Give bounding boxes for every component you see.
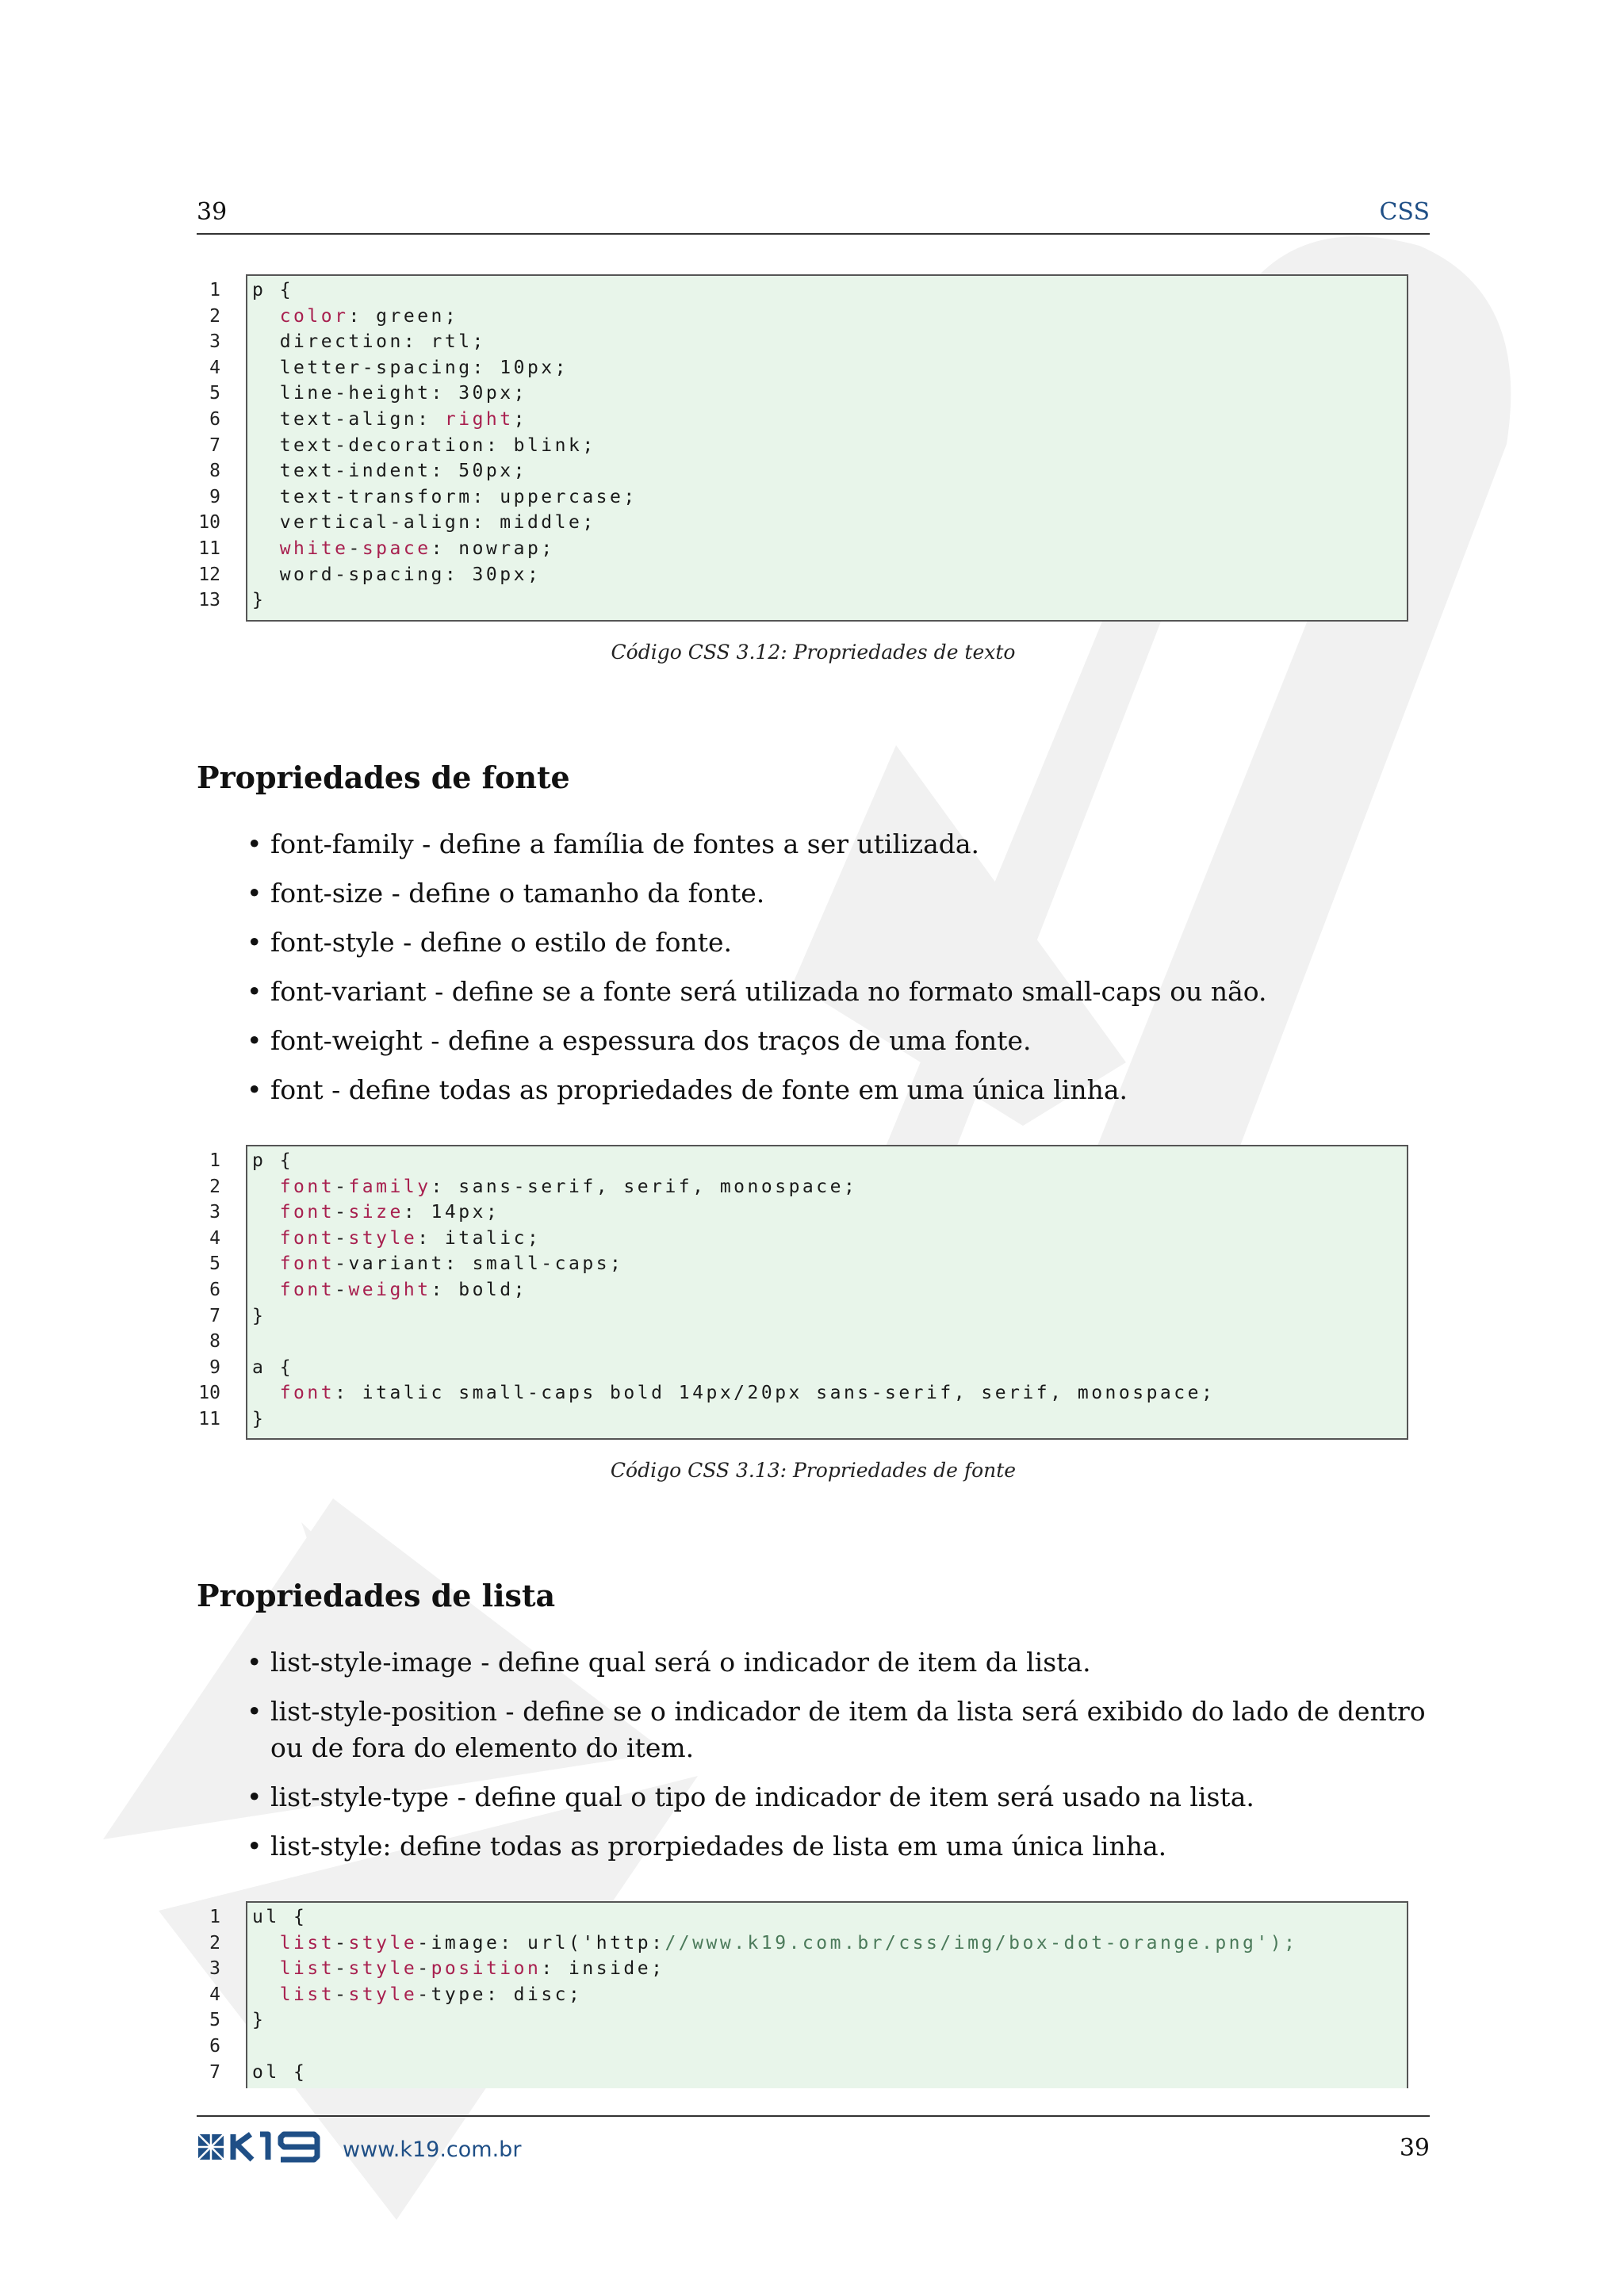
line-number: 4 [209, 1984, 220, 2005]
line-number: 11 [198, 1408, 220, 1429]
section-title-list: Propriedades de lista [197, 1578, 556, 1613]
footer-website: www.k19.com.br [343, 2137, 522, 2162]
line-number: 10 [198, 1383, 220, 1404]
line-number: 9 [209, 1357, 220, 1378]
line-number: 5 [209, 1253, 220, 1275]
footer-page-number: 39 [1399, 2134, 1430, 2162]
bullet: • [247, 828, 262, 859]
code-keyword: position [431, 1958, 542, 1980]
code-keyword: list [279, 1958, 335, 1980]
list-item [197, 1644, 1430, 1681]
list-item [197, 875, 1430, 912]
k19-logo [198, 2131, 322, 2163]
code-keyword: list [279, 1932, 335, 1954]
list-item [197, 1023, 1430, 1059]
list-item-text: font-style - define o estilo de fonte. [270, 927, 733, 958]
font-properties-list [197, 826, 1430, 1121]
list-item-text: font-size - define o tamanho da fonte. [270, 878, 765, 909]
line-numbers [197, 1904, 220, 2085]
list-item [197, 1693, 1430, 1766]
bullet: • [247, 878, 262, 909]
bullet: • [247, 1647, 262, 1678]
code-keyword: color [279, 305, 349, 327]
line-number: 2 [209, 1176, 220, 1197]
code-keyword: font [279, 1176, 335, 1197]
line-numbers [197, 1148, 220, 1433]
code-keyword: family [348, 1176, 431, 1197]
bullet: • [247, 976, 262, 1007]
list-item-text: font - define todas as propriedades de fonte em uma única linha. [270, 1074, 1128, 1105]
code-keyword: list [279, 1984, 335, 2005]
code-keyword: style [348, 1984, 418, 2005]
line-number: 13 [198, 590, 220, 611]
code-keyword: font [279, 1253, 335, 1275]
bullet: • [247, 927, 262, 958]
list-item [197, 1072, 1430, 1108]
line-number: 1 [209, 1150, 220, 1171]
code-box [246, 1145, 1408, 1440]
line-number: 7 [209, 434, 220, 456]
line-number: 6 [209, 2035, 220, 2057]
line-number: 11 [198, 538, 220, 559]
code-url: //www.k19.com.br/css/img/box-dot-orange.png'); [665, 1932, 1298, 1954]
line-number: 8 [209, 1331, 220, 1353]
code-keyword: font [279, 1383, 335, 1404]
list-item-text: list-style: define todas as prorpiedades de lista em uma única linha. [270, 1831, 1167, 1862]
line-number: 5 [209, 2010, 220, 2031]
list-item [197, 1779, 1430, 1816]
code-keyword: font [279, 1279, 335, 1300]
list-item [197, 924, 1430, 961]
code-listing: p { font-family: sans-serif, serif, monospace; font-size: 14px; font-style: italic; font-variant: small-caps; font-weight: bold; } a { font: italic small-caps bold 14px/20px sans-serif, serif, monospace; } [252, 1150, 1216, 1429]
line-number: 4 [209, 357, 220, 378]
code-keyword: font [279, 1202, 335, 1223]
list-item-text: list-style-type - define qual o tipo de indicador de item será usado na lista. [270, 1781, 1254, 1812]
code-keyword: style [348, 1227, 418, 1249]
line-number: 6 [209, 1279, 220, 1300]
list-item [197, 974, 1430, 1010]
code-box [246, 274, 1408, 622]
code-box [246, 1901, 1408, 2088]
line-number: 3 [209, 331, 220, 353]
code-keyword: style [348, 1932, 418, 1954]
list-item-text: list-style-position - define se o indicador de item da lista será exibido do lado de dentro ou de fora do elemento do item. [270, 1696, 1426, 1763]
line-number: 10 [198, 512, 220, 534]
code-keyword: space [362, 538, 431, 559]
bullet: • [247, 1074, 262, 1105]
code-caption-text: Código CSS 3.12: Propriedades de texto [611, 641, 1016, 664]
list-item-text: font-family - define a família de fontes a ser utilizada. [270, 828, 980, 859]
bullet: • [247, 1025, 262, 1056]
list-item [197, 826, 1430, 863]
line-number: 5 [209, 383, 220, 404]
line-number: 2 [209, 1932, 220, 1954]
bullet: • [247, 1696, 262, 1727]
code-keyword: right [444, 408, 514, 430]
line-number: 6 [209, 408, 220, 430]
line-number: 12 [198, 564, 220, 585]
bullet: • [247, 1781, 262, 1812]
code-listing: ul { list-style-image: url('http://www.k19.com.br/css/img/box-dot-orange.png'); list-style-position: inside; list-style-type: disc; } ol { [252, 1907, 1298, 2083]
line-number: 3 [209, 1202, 220, 1223]
line-numbers [197, 277, 220, 614]
header-chapter-title: CSS [1379, 198, 1430, 226]
line-number: 7 [209, 2061, 220, 2083]
code-keyword: font [279, 1227, 335, 1249]
list-properties-list [197, 1644, 1430, 1877]
line-number: 4 [209, 1227, 220, 1249]
line-number: 1 [209, 1907, 220, 1927]
code-listing: p { color: green; direction: rtl; letter-spacing: 10px; line-height: 30px; text-align: right; text-decoration: blink; text-indent: 50px; text-transform: uppercase; vertical-align: middle; white-space: nowrap; word-spacing: 30px; } [252, 280, 638, 611]
line-number: 7 [209, 1305, 220, 1326]
page-footer [197, 2115, 1430, 2162]
header-page-number: 39 [197, 198, 228, 226]
list-item-text: font-weight - define a espessura dos traços de uma fonte. [270, 1025, 1032, 1056]
line-number: 2 [209, 305, 220, 327]
section-title-font: Propriedades de fonte [197, 760, 570, 795]
line-number: 8 [209, 461, 220, 482]
code-keyword: size [348, 1202, 404, 1223]
bullet: • [247, 1831, 262, 1862]
code-keyword: style [348, 1958, 418, 1980]
code-keyword: white [279, 538, 349, 559]
line-number: 3 [209, 1958, 220, 1980]
list-item-text: font-variant - define se a fonte será utilizada no formato small-caps ou não. [270, 976, 1267, 1007]
code-caption-font: Código CSS 3.13: Propriedades de fonte [610, 1459, 1017, 1482]
line-number: 1 [209, 280, 220, 300]
code-keyword: weight [348, 1279, 431, 1300]
page-header [197, 198, 1430, 235]
list-item [197, 1828, 1430, 1865]
line-number: 9 [209, 486, 220, 507]
list-item-text: list-style-image - define qual será o indicador de item da lista. [270, 1647, 1091, 1678]
